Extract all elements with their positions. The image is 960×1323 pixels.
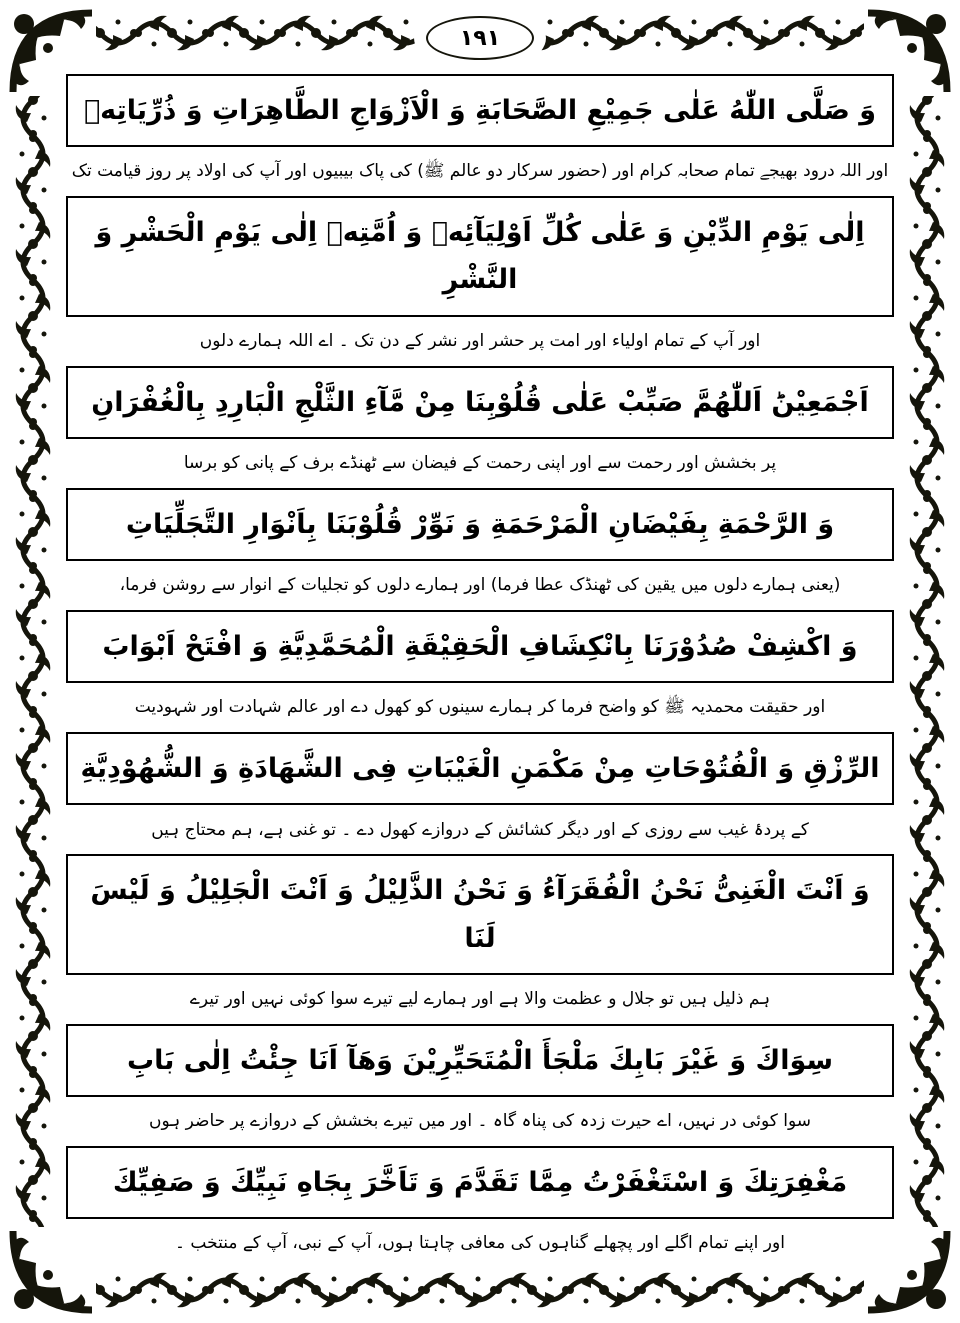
arabic-verse-box — [66, 488, 894, 561]
arabic-verse-box — [66, 74, 894, 147]
arabic-verse-text: مَغْفِرَتِكَ وَ اسْتَغْفَرْتُ مِمَّا تَقَدَّمَ وَ تَاَخَّرَ بِجَاهِ نَبِيِّكَ وَ صَفِيِّكَ — [112, 1166, 848, 1198]
page-number: ١٩١ — [459, 25, 501, 51]
arabic-verse-box — [66, 610, 894, 683]
arabic-verse-box — [66, 1024, 894, 1097]
page-content — [66, 74, 894, 1257]
urdu-translation: اور اپنے تمام اگلے اور پچھلے گناہوں کی معافی چاہتا ہوں، آپ کے نبی، آپ کے منتخب ۔ — [175, 1233, 785, 1254]
arabic-verse-text: اَجْمَعِيْنَؕ اَللّٰهُمَّ صَبِّبْ عَلٰى قُلُوْبِنَا مِنْ مَّآءِ الثَّلْجِ الْبَارِدِ بِالْغُفْرَانِ — [91, 386, 869, 418]
urdu-translation: پر بخشش اور رحمت سے اور اپنی رحمت کے فیضان سے ٹھنڈے برف کے پانی کو برسا — [183, 452, 777, 473]
ornamental-border-right — [904, 64, 950, 1259]
page-number-cartouche — [426, 16, 534, 60]
ornamental-border-bottom — [64, 1267, 896, 1313]
urdu-translation: (یعنی ہمارے دلوں میں یقین کی ٹھنڈک عطا فرما) اور ہمارے دلوں کو تجلیات کے انوار سے روشن فرما، — [119, 575, 841, 596]
arabic-verse-text: وَ اَنْتَ الْغَنِىُّ نَحْنُ الْفُقَرَآءُ وَ نَحْنُ الذَّلِيْلُ وَ اَنْتَ الْجَلِيْلُ وَ لَيْسَ لَنَا — [90, 875, 870, 954]
arabic-verse-text: وَ الرَّحْمَةِ بِفَيْضَانِ الْمَرْحَمَةِ وَ نَوِّرْ قُلُوْبَنَا بِاَنْوَارِ التَّجَلِّيَاتِ — [125, 508, 835, 540]
arabic-verse-text: سِوَاكَ وَ غَيْرَ بَابِكَ مَلْجَأَ الْمُتَحَيِّرِيْنَ وَهَآ اَنَا جِئْتُ اِلٰى بَابِ — [127, 1044, 833, 1076]
arabic-verse-text: وَ صَلَّى اللّٰهُ عَلٰى جَمِيْعِ الصَّحَابَةِ وَ الْاَزْوَاجِ الطَّاهِرَاتِ وَ ذُرِّيَاتِهٖ — [83, 95, 876, 126]
urdu-translation: اور اللہ درود بھیجے تمام صحابہ کرام اور (حضور سرکار دو عالم ﷺ) کی پاک بیبیوں اور آپ کی اولاد پر روز قیامت تک — [71, 161, 889, 182]
arabic-verse-text: الرِّزْقِ وَ الْفُتُوْحَاتِ مِنْ مَكْمَنِ الْغَيْبَاتِ فِى الشَّهَادَةِ وَ الشُّهُوْدِيَّةِ — [80, 753, 880, 785]
urdu-translation: اور آپ کے تمام اولیاء اور امت پر حشر اور نشر کے دن تک ۔ اے اللہ ہمارے دلوں — [199, 330, 761, 351]
urdu-translation: کے پردۂ غیب سے روزی کے اور دیگر کشائش کے دروازے کھول دے ۔ تو غنی ہے، ہم محتاج ہیں — [151, 819, 809, 840]
arabic-verse-text: اِلٰى يَوْمِ الدِّيْنِ وَ عَلٰى كُلِّ اَوْلِيَآئِهٖ وَ اُمَّتِهٖ اِلٰى يَوْمِ الْحَشْرِ وَ النَّشْرِ — [95, 217, 865, 296]
ornamental-border-left — [10, 64, 56, 1259]
arabic-verse-text: وَ اكْشِفْ صُدُوْرَنَا بِانْكِشَافِ الْحَقِيْقَةِ الْمُحَمَّدِيَّةِ وَ افْتَحْ اَبْوَابَ — [102, 630, 858, 662]
arabic-verse-box — [66, 366, 894, 439]
urdu-translation: ہم ذلیل ہیں تو جلال و عظمت والا ہے اور ہمارے لیے تیرے سوا کوئی نہیں اور تیرے — [189, 988, 771, 1009]
urdu-translation: سوا کوئی در نہیں، اے حیرت زدہ کی پناہ گاہ ۔ اور میں تیرے بخشش کے دروازے پر حاضر ہوں — [149, 1111, 811, 1132]
urdu-translation: اور حقیقت محمدیہ ﷺ کو واضح فرما کر ہمارے سینوں کو کھول دے اور عالم شہادت اور شہودیت — [134, 697, 826, 718]
arabic-verse-box — [66, 196, 894, 317]
arabic-verse-box — [66, 732, 894, 805]
arabic-verse-box — [66, 854, 894, 975]
arabic-verse-box — [66, 1146, 894, 1219]
